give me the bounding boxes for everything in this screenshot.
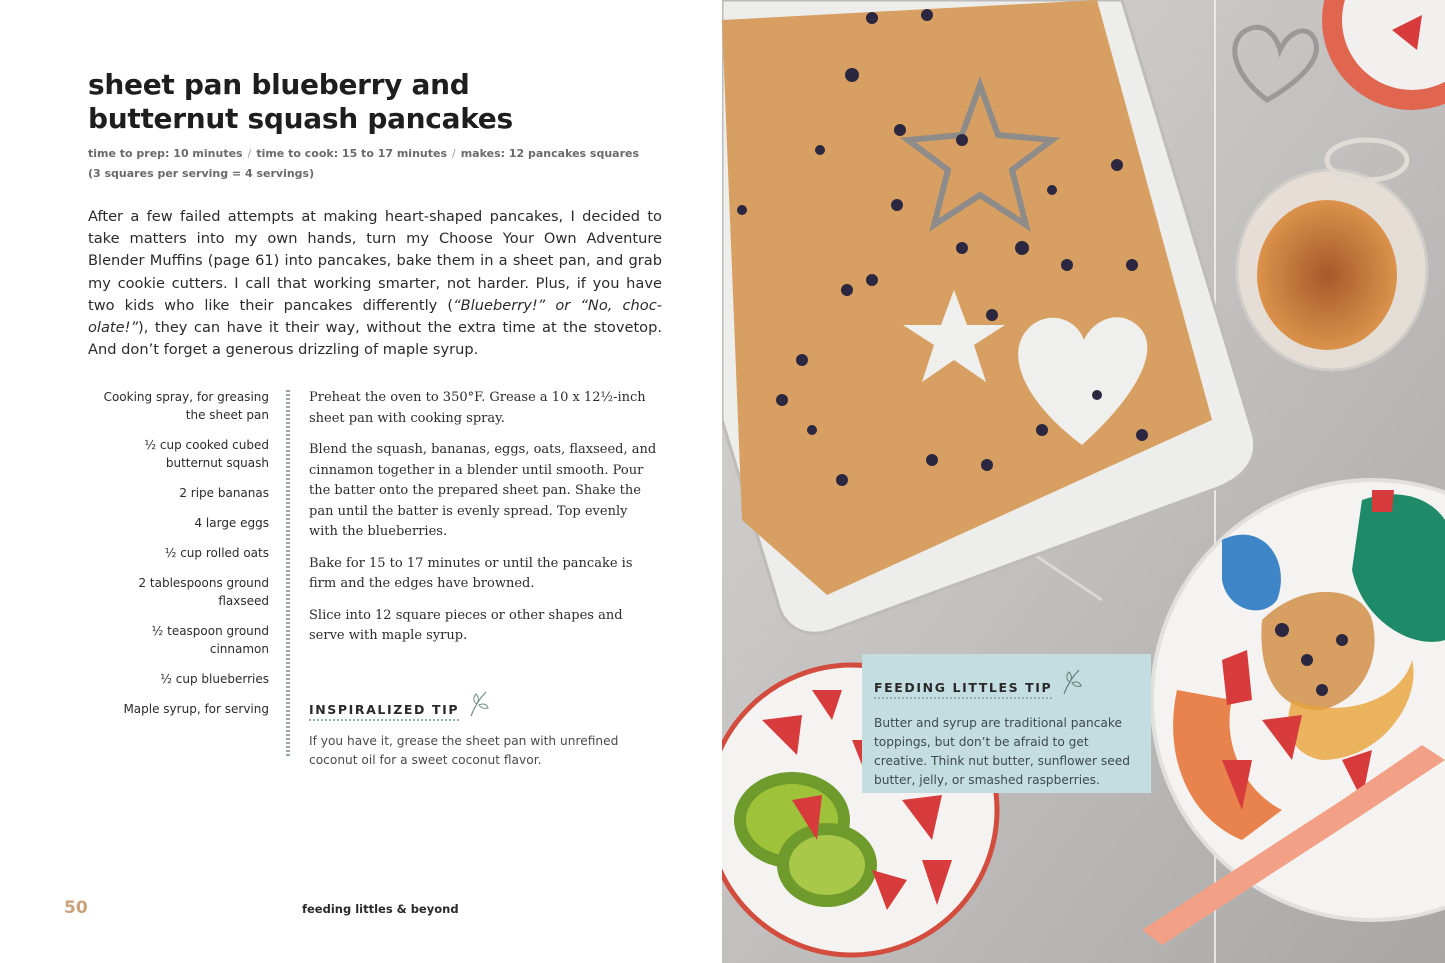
ingredient: Cooking spray, for greasing the sheet pan bbox=[103, 390, 269, 422]
recipe-title bbox=[88, 68, 688, 136]
recipe-intro bbox=[88, 206, 662, 361]
left-page bbox=[0, 0, 722, 963]
meta-separator: / bbox=[247, 147, 252, 160]
recipe-title-line-2: butternut squash pancakes bbox=[88, 102, 513, 135]
ingredient: 2 tablespoons ground flaxseed bbox=[138, 576, 269, 608]
recipe-steps bbox=[309, 388, 659, 658]
recipe-title-line-1: sheet pan blueberry and bbox=[88, 68, 470, 101]
yield: makes: 12 pancakes squares bbox=[460, 147, 640, 160]
ingredient: ½ cup cooked cubed butternut squash bbox=[144, 438, 269, 470]
serving-info: (3 squares per serving = 4 servings) bbox=[88, 167, 315, 180]
ingredient: ½ teaspoon ground cinnamon bbox=[151, 624, 269, 656]
intro-italic: “Blueberry!” or “No, choc-olate!” bbox=[88, 296, 662, 337]
feeding-littles-tip-title: FEEDING LITTLES TIP bbox=[874, 680, 1052, 699]
book-title-footer: feeding littles & beyond bbox=[302, 902, 459, 916]
cook-time: time to cook: 15 to 17 minutes bbox=[256, 147, 447, 160]
intro-text-2: ), they can have it their way, without the extra time at the stovetop. And don’t forget a generous drizzling of maple syrup. bbox=[88, 319, 662, 359]
ingredient: ½ cup blueberries bbox=[160, 672, 269, 686]
inspiralized-tip bbox=[309, 690, 649, 770]
inspiralized-tip-text: If you have it, grease the sheet pan with unrefined coconut oil for a sweet coconut flavor. bbox=[309, 734, 619, 767]
ingredient: 4 large eggs bbox=[194, 516, 269, 530]
feeding-littles-tip bbox=[862, 654, 1151, 793]
ingredients-list bbox=[96, 388, 269, 730]
leaf-icon bbox=[1061, 668, 1083, 700]
ingredient: 2 ripe bananas bbox=[179, 486, 269, 500]
feeding-littles-tip-text: Butter and syrup are traditional pancake toppings, but don’t be afraid to get creative. Think nut butter, sunflower seed butter, jelly, or smashed raspberries. bbox=[874, 716, 1130, 787]
prep-time: time to prep: 10 minutes bbox=[88, 147, 243, 160]
pancake-photo bbox=[722, 0, 1445, 963]
page-number: 50 bbox=[64, 898, 88, 918]
meta-separator: / bbox=[452, 147, 456, 160]
step: Bake for 15 to 17 minutes or until the pancake is firm and the edges have browned. bbox=[309, 555, 633, 591]
inspiralized-tip-title: INSPIRALIZED TIP bbox=[309, 702, 459, 721]
step: Slice into 12 square pieces or other shapes and serve with maple syrup. bbox=[309, 607, 623, 643]
step: Blend the squash, bananas, eggs, oats, flaxseed, and cinnamon together in a blender until smooth. Pour the batter onto the prepared sheet pan. Shake the pan until the batter is evenly spread. Top evenly with the blueberries. bbox=[309, 442, 657, 539]
leaf-icon bbox=[468, 690, 490, 722]
ingredient: Maple syrup, for serving bbox=[123, 702, 269, 716]
dotted-divider bbox=[286, 390, 290, 758]
recipe-meta bbox=[88, 144, 688, 184]
right-page-photo bbox=[722, 0, 1445, 963]
intro-text-1: After a few failed attempts at making heart-shaped pancakes, I decided to take matters into my own hands, turn my Choose Your Own Adventure Blender Muffins (page 61) into pancakes, bake them in a sheet pan, and grab my cookie cutters. I call that working smarter, not harder. Plus, if you have two kids who like their pancakes differently ( bbox=[88, 208, 662, 314]
step: Preheat the oven to 350°F. Grease a 10 x 12½-inch sheet pan with cooking spray. bbox=[309, 390, 646, 426]
ingredient: ½ cup rolled oats bbox=[164, 546, 269, 560]
